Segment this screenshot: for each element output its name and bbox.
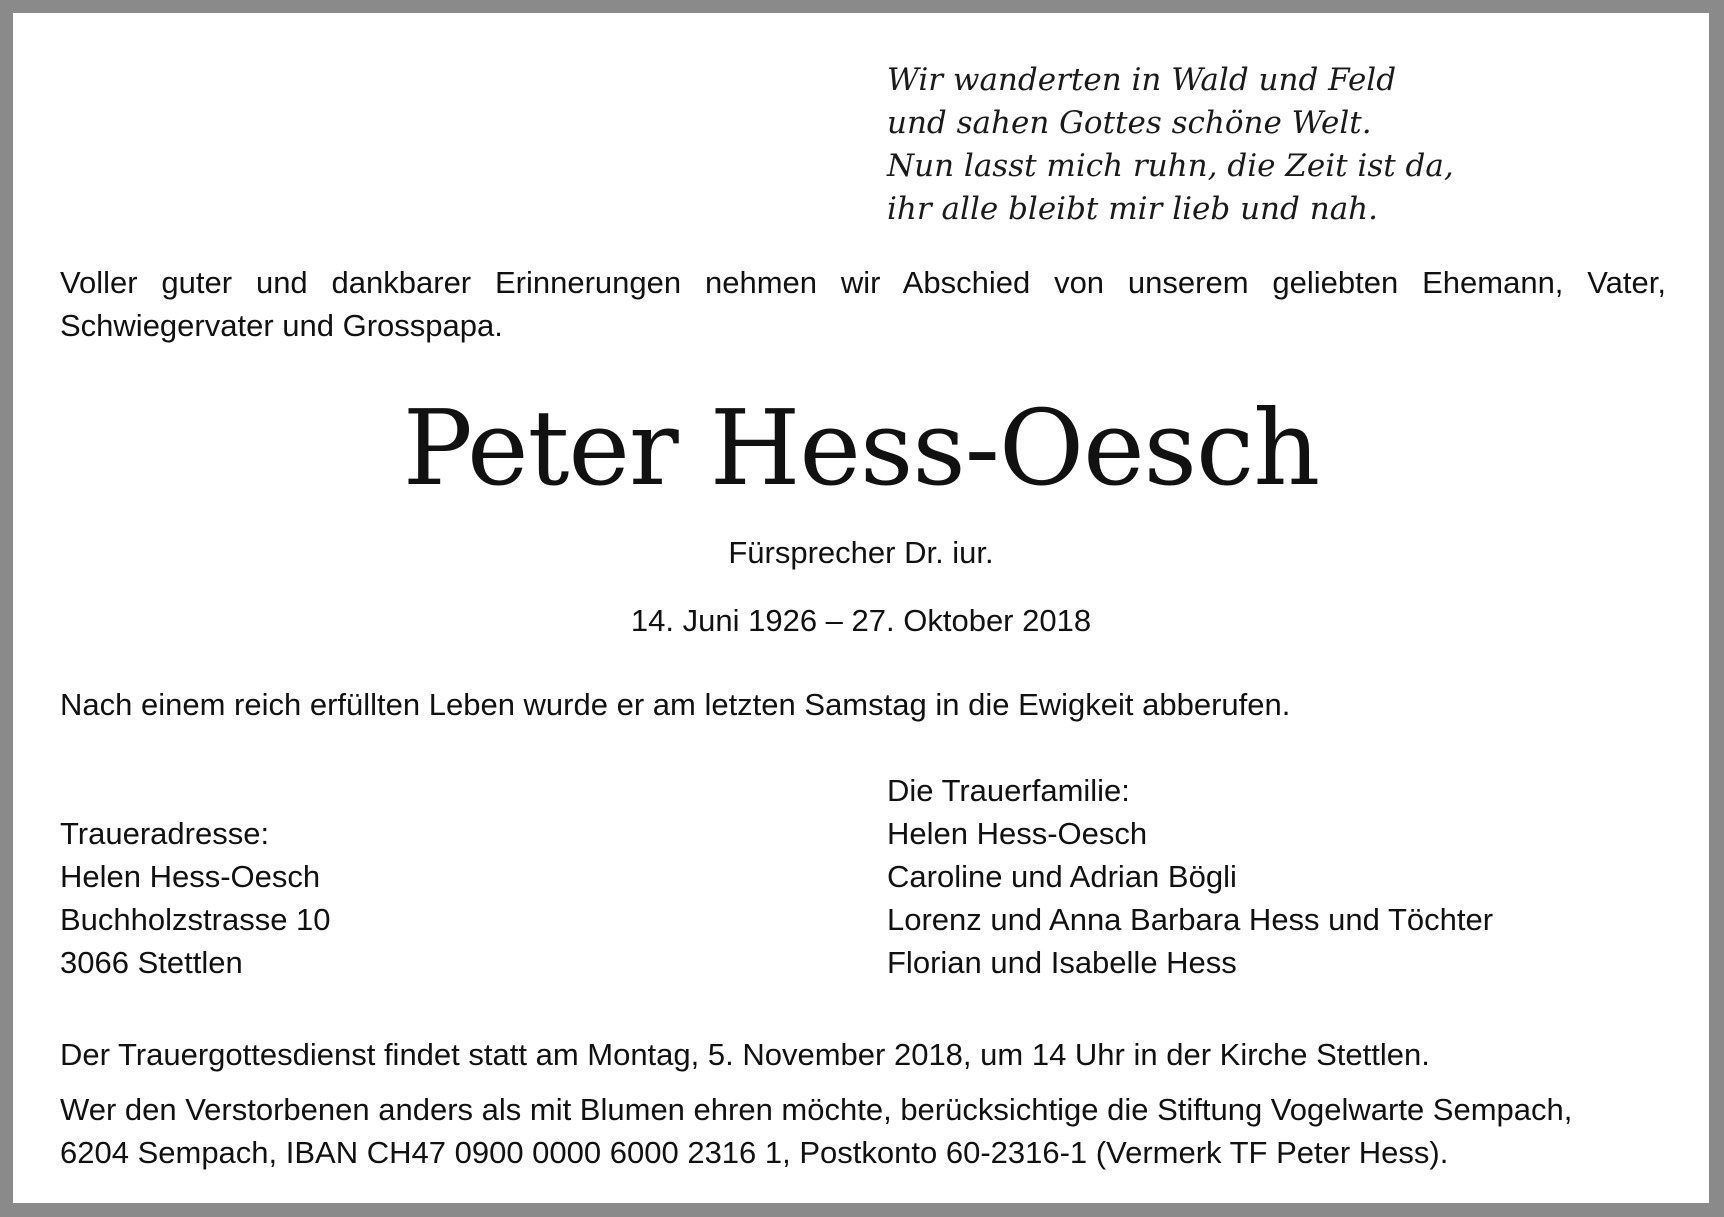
- obituary-page: [13, 13, 1709, 1203]
- family-member: Florian und Isabelle Hess: [887, 945, 1237, 980]
- poem-line: und sahen Gottes schöne Welt.: [887, 105, 1372, 141]
- donation-line: Wer den Verstorbenen anders als mit Blumen ehren möchte, berücksichtige die Stiftung Vogelwarte Sempach,: [60, 1092, 1573, 1127]
- poem-line: Nun lasst mich ruhn, die Zeit ist da,: [887, 148, 1454, 184]
- family-member: Caroline und Adrian Bögli: [887, 859, 1237, 894]
- life-dates: 14. Juni 1926 – 27. Oktober 2018: [630, 603, 1092, 638]
- mourning-family: [887, 769, 1493, 984]
- mourning-address: [60, 812, 331, 984]
- deceased-title: Fürsprecher Dr. iur.: [728, 535, 994, 570]
- family-heading: Die Trauerfamilie:: [887, 773, 1130, 808]
- address-line: Buchholzstrasse 10: [60, 902, 331, 937]
- poem-line: ihr alle bleibt mir lieb und nah.: [887, 191, 1378, 227]
- address-line: 3066 Stettlen: [60, 945, 243, 980]
- poem: [887, 59, 1454, 231]
- poem-line: Wir wanderten in Wald und Feld: [887, 62, 1397, 98]
- funeral-service-notice: Der Trauergottesdienst findet statt am Montag, 5. November 2018, um 14 Uhr in der Kirche Stettlen.: [60, 1037, 1430, 1072]
- deceased-name: Peter Hess-Oesch: [402, 387, 1320, 509]
- intro-paragraph: Voller guter und dankbarer Erinnerungen nehmen wir Abschied von unserem geliebten Ehemann, Vater, Schwiegervater und Grosspapa.: [60, 265, 1666, 343]
- donation-line: 6204 Sempach, IBAN CH47 0900 0000 6000 2316 1, Postkonto 60-2316-1 (Vermerk TF Peter Hess).: [60, 1135, 1449, 1170]
- address-line: Helen Hess-Oesch: [60, 859, 321, 894]
- address-heading: Traueradresse:: [60, 816, 270, 851]
- family-member: Helen Hess-Oesch: [887, 816, 1148, 851]
- donation-notice: [60, 1088, 1666, 1174]
- death-statement: Nach einem reich erfüllten Leben wurde er am letzten Samstag in die Ewigkeit abberufen.: [60, 687, 1291, 722]
- family-member: Lorenz und Anna Barbara Hess und Töchter: [887, 902, 1494, 937]
